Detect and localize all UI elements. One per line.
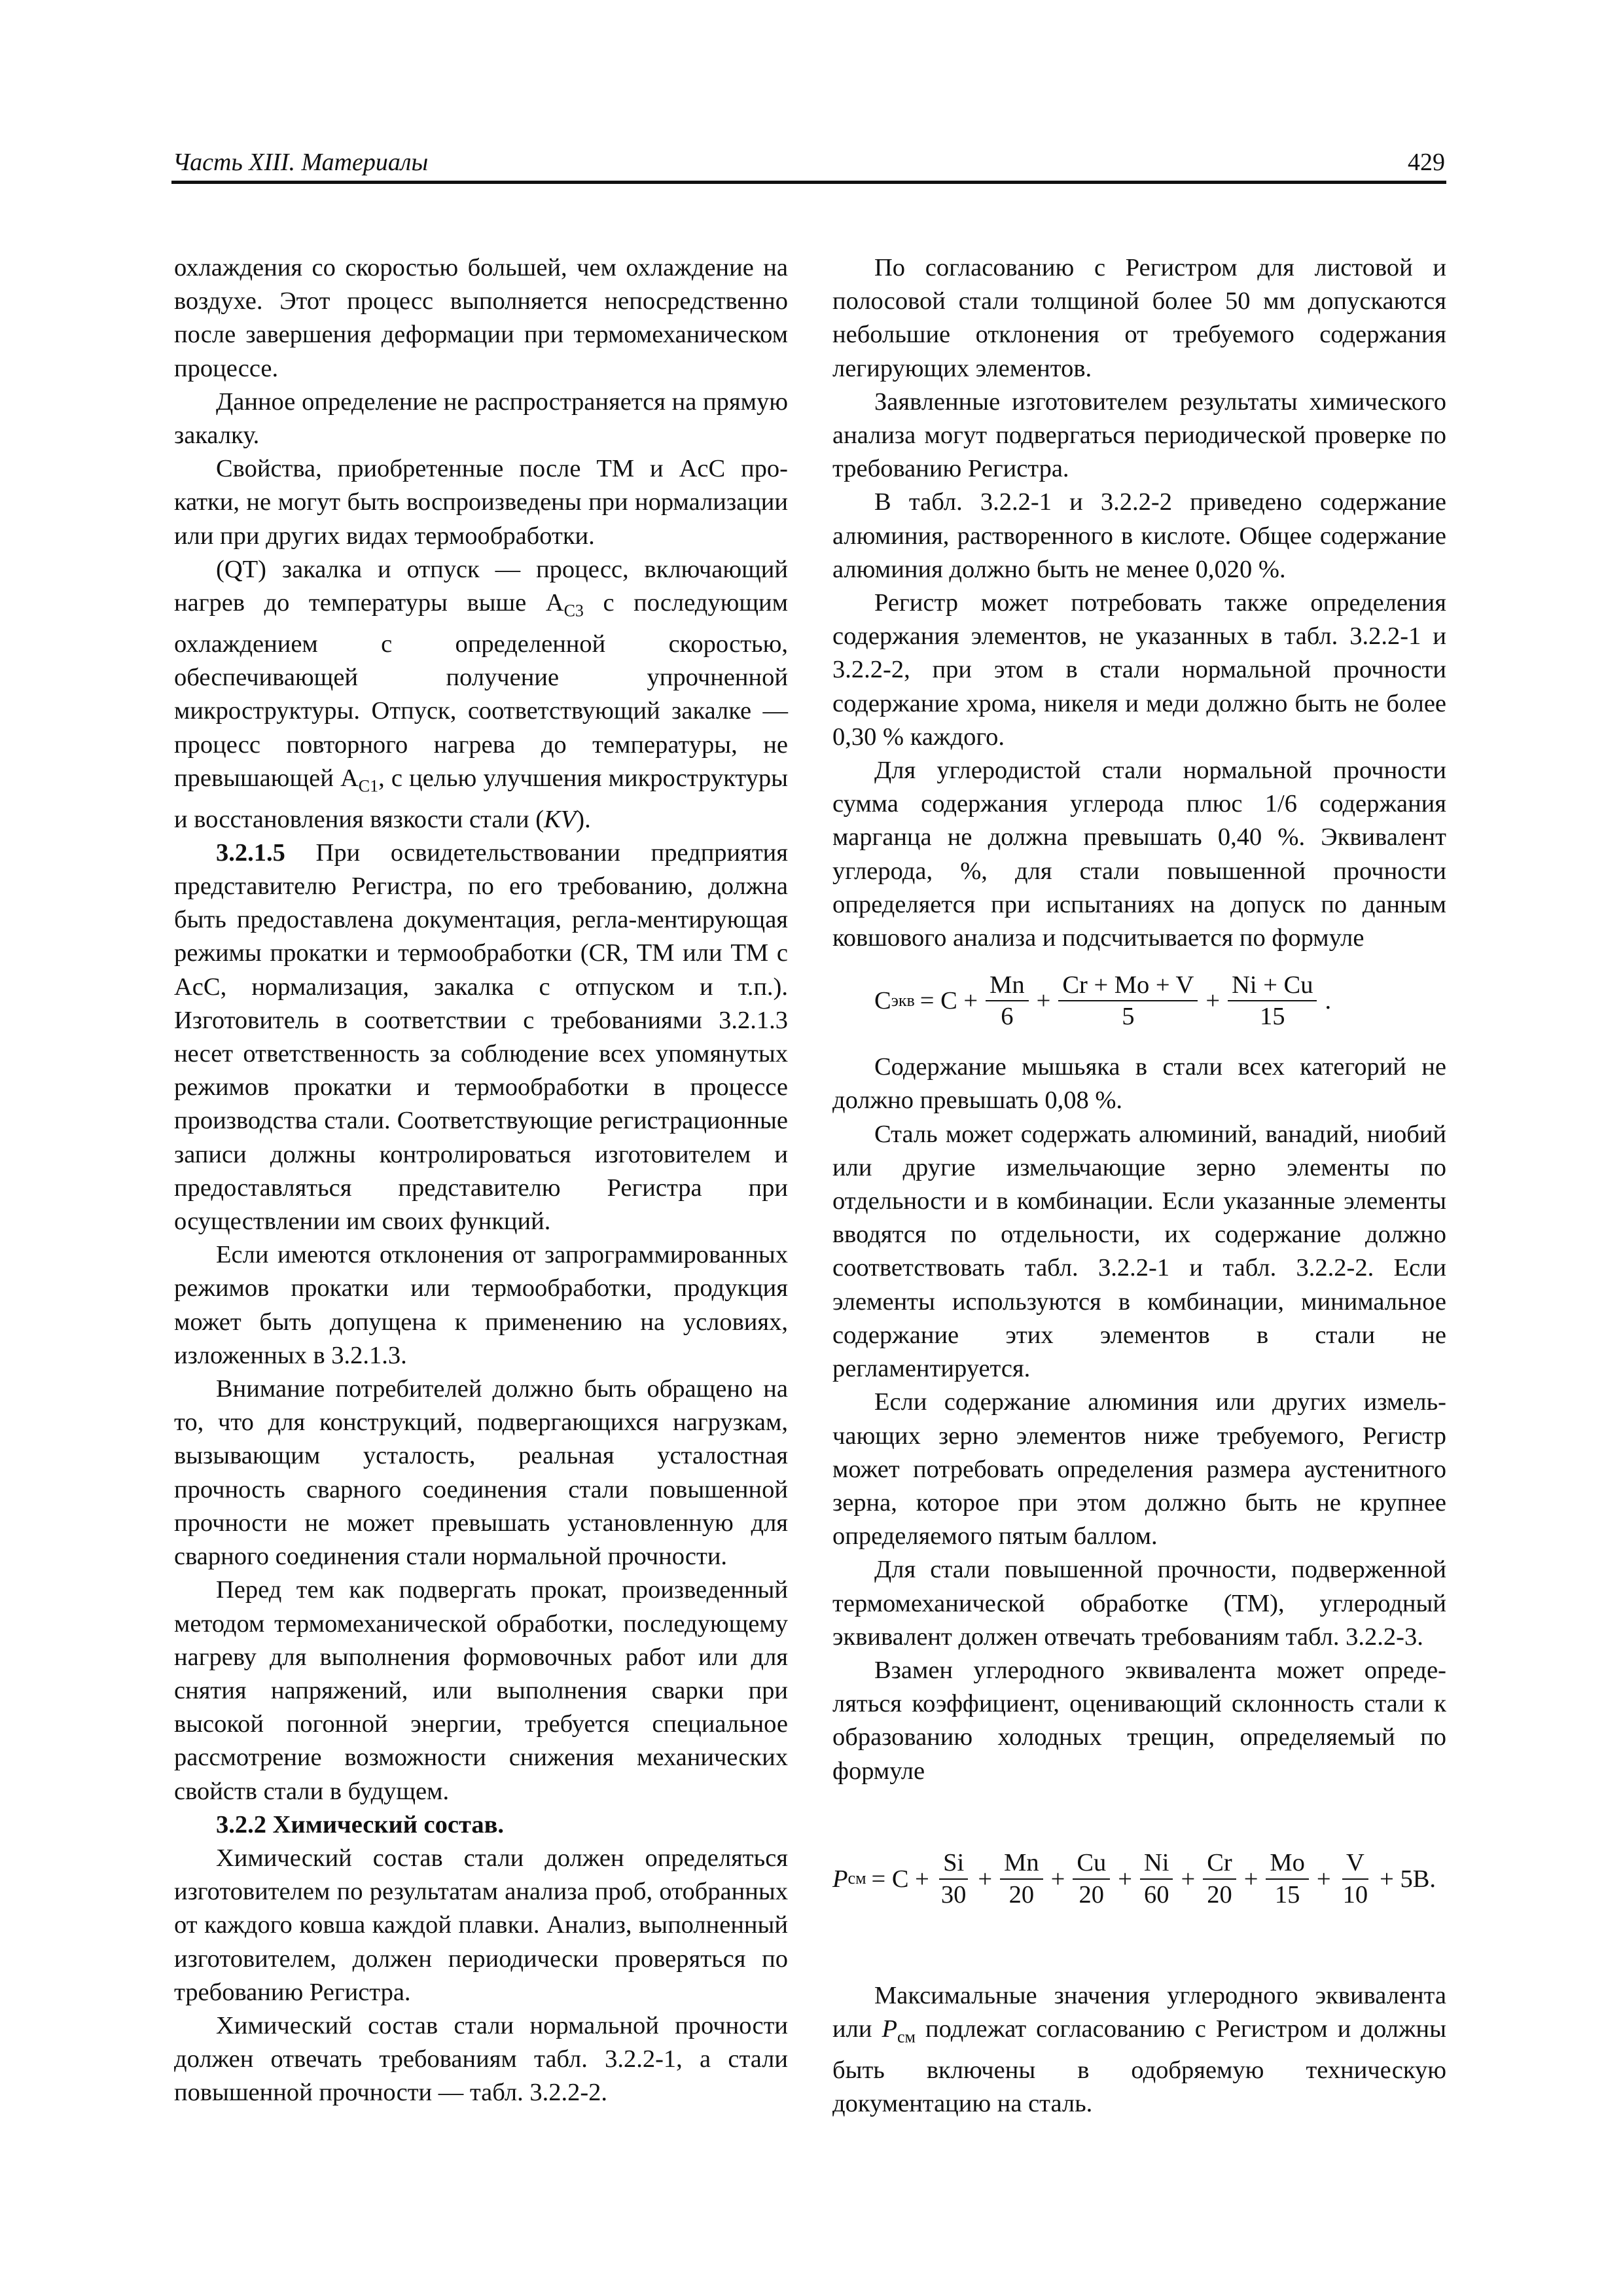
paragraph-qt-definition [174,553,788,836]
plus-sign: + [1243,1865,1258,1893]
numerator: V [1342,1849,1368,1879]
paragraph: Свойства, приобретенные после TM и AcC прокатки, не могут быть воспроизведены при нормализации или при других видах термообработки. [174,455,788,550]
paragraph: Сталь может содержать алюминий, ванадий, ниобий или другие измельчающие зерно элементы по отдельности и в комбинации. Если указанные элементы вводятся по отдельности, их содержание должно соответствовать табл. 3.2.2-1 и табл. 3.2.2-2. Если элементы используются в комбинации, минимальное содержание этих элементов в стали не регламентируется. [832,1120,1446,1383]
text: подлежат согласованию с Регистром и должны быть включены в одобряемую техническую документацию на сталь. [832,2015,1447,2118]
text: При освидетельствовании предприятия представителю Регистра, по его требованию, должна быть предоставлена документация, регла-ментирующая режимы прокатки и термообработки (CR, TM или TM с AcC, нормализация, закалка с отпуском и т.п.). Изготовитель в соответствии с требованиями 3.2.1.3 несет ответственность за соблюдение всех упомянутых режимов прокатки и термообработки в процессе производства стали. Соответствующие регистрационные записи должны контролироваться изготовителем и предоставляться представителю Регистра при осуществлении им своих функций. [174,838,788,1236]
plus-sign: + [1181,1865,1196,1893]
paragraph: Взамен углеродного эквивалента может определяться коэффициент, оценивающий склонность стали к образованию холодных трещин, определяемый по формуле [832,1656,1446,1785]
period: . [1325,987,1332,1015]
formula-eq: = C + [919,987,978,1015]
numerator: Si [939,1849,968,1879]
left-column [174,251,788,2110]
paragraph: Перед тем как подвергать прокат, произведенный методом термомеханической обработки, последующему нагреву для выполнения формовочных работ или для снятия напряжений, или выполнения сварки при высокой погонной энергии, требуется специальное рассмотрение возможности снижения механических свойств стали в будущем. [174,1576,788,1805]
numerator: Cu [1073,1849,1110,1879]
fraction [1339,1849,1372,1909]
plus-sign: + [1205,987,1221,1015]
denominator: 20 [1008,1880,1035,1909]
numerator: Cr [1203,1849,1236,1879]
text: с последующим охлаждением с определенной скоростью, обеспечивающей получение упрочненной микроструктуры. Отпуск, соответствующий закалке — процесс повторного нагрева до температуры, не превышающей A [174,589,788,792]
denominator: 10 [1342,1880,1368,1909]
numerator: Mo [1266,1849,1308,1879]
paragraph: Внимание потребителей должно быть обращено на то, что для конструкций, подвергающихся нагрузкам, вызывающим усталость, реальная усталостная прочность сварного соединения стали повышенной прочности не может превышать установленную для сварного соединения стали нормальной прочности. [174,1375,788,1571]
paragraph: В табл. 3.2.2-1 и 3.2.2-2 приведено содержание алюминия, растворенного в кислоте. Общее содержание алюминия должно быть не менее 0,020 %. [832,488,1446,583]
running-title: Часть XIII. Материалы [173,149,429,176]
subscript: см [897,2027,916,2047]
pcm-formula [832,1843,1446,1915]
plus-sign: + [978,1865,993,1893]
page-number: 429 [1408,149,1445,176]
clause-number: 3.2.1.5 [216,838,285,867]
denominator: 5 [1122,1003,1135,1031]
fraction [937,1849,971,1909]
plus-sign: + [1118,1865,1132,1893]
paragraph: По согласованию с Регистром для листовой и полосовой стали толщиной более 50 мм допускаются небольшие отклонения от требуемого содержания легирующих элементов. [832,254,1446,382]
denominator: 15 [1260,1003,1285,1031]
plus-sign: + [1050,1865,1065,1893]
denominator: 6 [1001,1003,1014,1031]
formula-lhs-sub: экв [891,990,915,1010]
section-heading: 3.2.2 Химический состав. [216,1810,505,1839]
right-column [832,251,1446,2121]
plus-sign: + [1316,1865,1331,1893]
denominator: 60 [1143,1880,1169,1909]
denominator: 15 [1274,1880,1300,1909]
fraction [1073,1849,1110,1909]
paragraph: Регистр может потребовать также определения содержания элементов, не указанных в табл. 3.2.2-1 и 3.2.2-2, при этом в стали нормальной прочности содержание хрома, никеля и меди должно быть не более 0,30 % каждого. [832,589,1446,751]
text: (QT) закалка и отпуск — процесс, включающий нагрев до температуры выше A [174,555,788,617]
plus-sign: + [1036,987,1051,1015]
text: Максимальные значения углеродного эквивалента или [832,1981,1446,2043]
subscript: C1 [358,776,379,796]
numerator: Ni [1140,1849,1173,1879]
paragraph-3-2-1-5 [174,836,788,1238]
paragraph: Для углеродистой стали нормальной прочности сумма содержания углерода плюс 1/6 содержания марганца не должна превышать 0,40 %. Эквивалент углерода, %, для стали повышенной прочности определяется при испытаниях на допуск по данным ковшового анализа и подсчитывается по формуле [832,757,1446,952]
numerator: Ni + Cu [1228,971,1317,1001]
text: , с целью улучшения микроструктуры и восстановления вязкости стали ( [174,764,789,833]
paragraph [832,1979,1446,2121]
paragraph: Содержание мышьяка в стали всех категорий не должно превышать 0,08 %. [832,1053,1446,1115]
fraction [1140,1849,1173,1909]
running-header [171,143,1446,184]
paragraph: Данное определение не распространяется на прямую закалку. [174,387,788,450]
formula-eq: = C + [871,1865,929,1893]
denominator: 30 [940,1880,967,1909]
paragraph: охлаждения со скоростью большей, чем охлаждение на воздухе. Этот процесс выполняется непосредственно после завершения деформации при термомеханическом процессе. [174,254,788,382]
fraction [1203,1849,1236,1909]
paragraph: Химический состав стали нормальной прочности должен отвечать требованиям табл. 3.2.2-1, а стали повышенной прочности — табл. 3.2.2-2. [174,2011,788,2107]
denominator: 20 [1207,1880,1232,1909]
paragraph: Если имеются отклонения от запрограммированных режимов прокатки или термообработки, продукция может быть допущена к применению на условиях, изложенных в 3.2.1.3. [174,1241,788,1369]
paragraph: Если содержание алюминия или других измельчающих зерно элементов ниже требуемого, Регистр может потребовать определения размера аустенитного зерна, которое при этом должно быть не крупнее определяемого пятым баллом. [832,1388,1446,1551]
fraction [986,971,1028,1031]
text: ). [576,805,591,833]
formula-lhs: P [832,1865,848,1893]
numerator: Cr + Mo + V [1058,971,1198,1001]
fraction [1058,971,1198,1031]
formula-lhs-sub: см [847,1869,866,1888]
fraction [1228,971,1317,1031]
numerator: Mn [986,971,1028,1001]
subscript: C3 [563,601,584,620]
carbon-equivalent-formula [874,968,1446,1033]
fraction [1266,1849,1308,1909]
formula-lhs: C [874,987,891,1015]
paragraph: Заявленные изготовителем результаты химического анализа могут подвергаться периодической проверке по требованию Регистра. [832,387,1446,483]
fraction [1000,1849,1043,1909]
numerator: Mn [1000,1849,1043,1879]
paragraph: Химический состав стали должен определяться изготовителем по результатам анализа проб, отобранных от каждого ковша каждой плавки. Анализ, выполненный изготовителем, должен периодически проверяться по требованию Регистра. [174,1844,788,2006]
paragraph: Для стали повышенной прочности, подверженной термомеханической обработке (TM), углеродный эквивалент должен отвечать требованиям табл. 3.2.2-3. [832,1556,1446,1651]
denominator: 20 [1079,1880,1105,1909]
pcm-symbol: P [882,2015,897,2043]
kv-symbol: KV [544,805,577,833]
formula-tail: + 5B. [1380,1865,1436,1893]
